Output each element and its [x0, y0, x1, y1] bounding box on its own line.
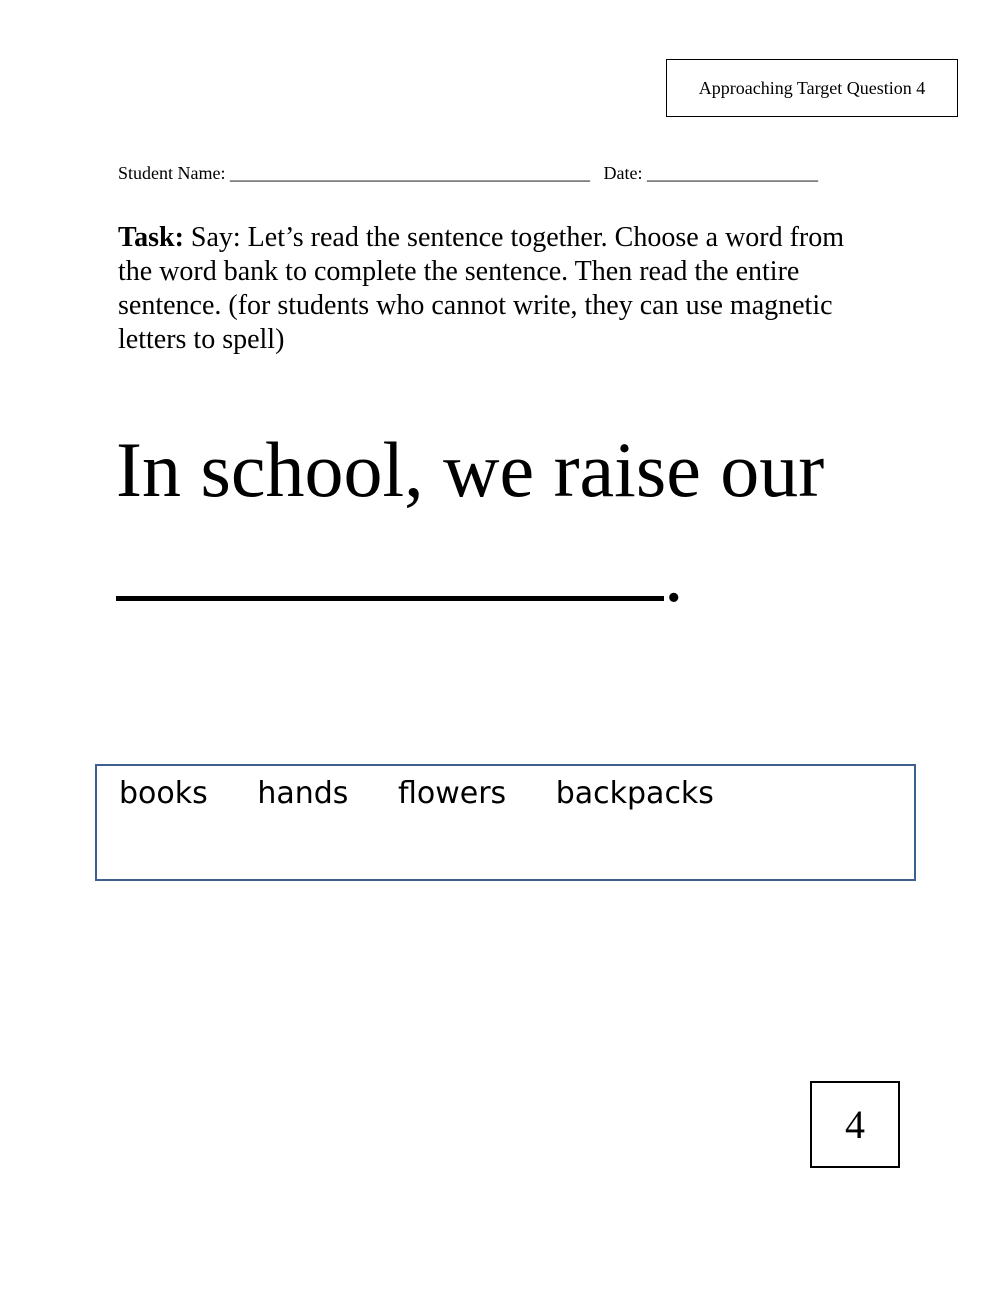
word-bank-words	[119, 776, 754, 811]
page-number-box	[810, 1081, 900, 1168]
sentence-blank-line	[116, 523, 684, 622]
task-label: Task:	[118, 222, 184, 253]
question-label: Approaching Target Question 4	[698, 77, 926, 98]
word-bank-word: flowers	[397, 776, 507, 811]
task-instructions	[118, 221, 848, 357]
answer-blank	[116, 523, 664, 601]
word-bank-word: backpacks	[555, 776, 714, 811]
student-name-blank: ________________________________________	[229, 163, 590, 183]
word-bank	[95, 764, 916, 881]
date-label: Date:	[603, 163, 643, 183]
student-name-label: Student Name:	[118, 163, 226, 183]
page-number: 4	[845, 1102, 865, 1147]
question-label-box	[666, 59, 958, 117]
sentence-period: .	[664, 531, 684, 618]
sentence-prompt: In school, we raise our	[116, 426, 825, 513]
date-blank: ___________________	[646, 163, 818, 183]
word-bank-word: books	[119, 776, 208, 811]
student-info-line	[118, 163, 818, 184]
task-text: Say: Let’s read the sentence together. Choose a word from the word bank to complete the sentence. Then read the entire sentence. (for students who cannot write, they can use magnetic letters to spell)	[118, 222, 845, 355]
word-bank-word: hands	[257, 776, 349, 811]
